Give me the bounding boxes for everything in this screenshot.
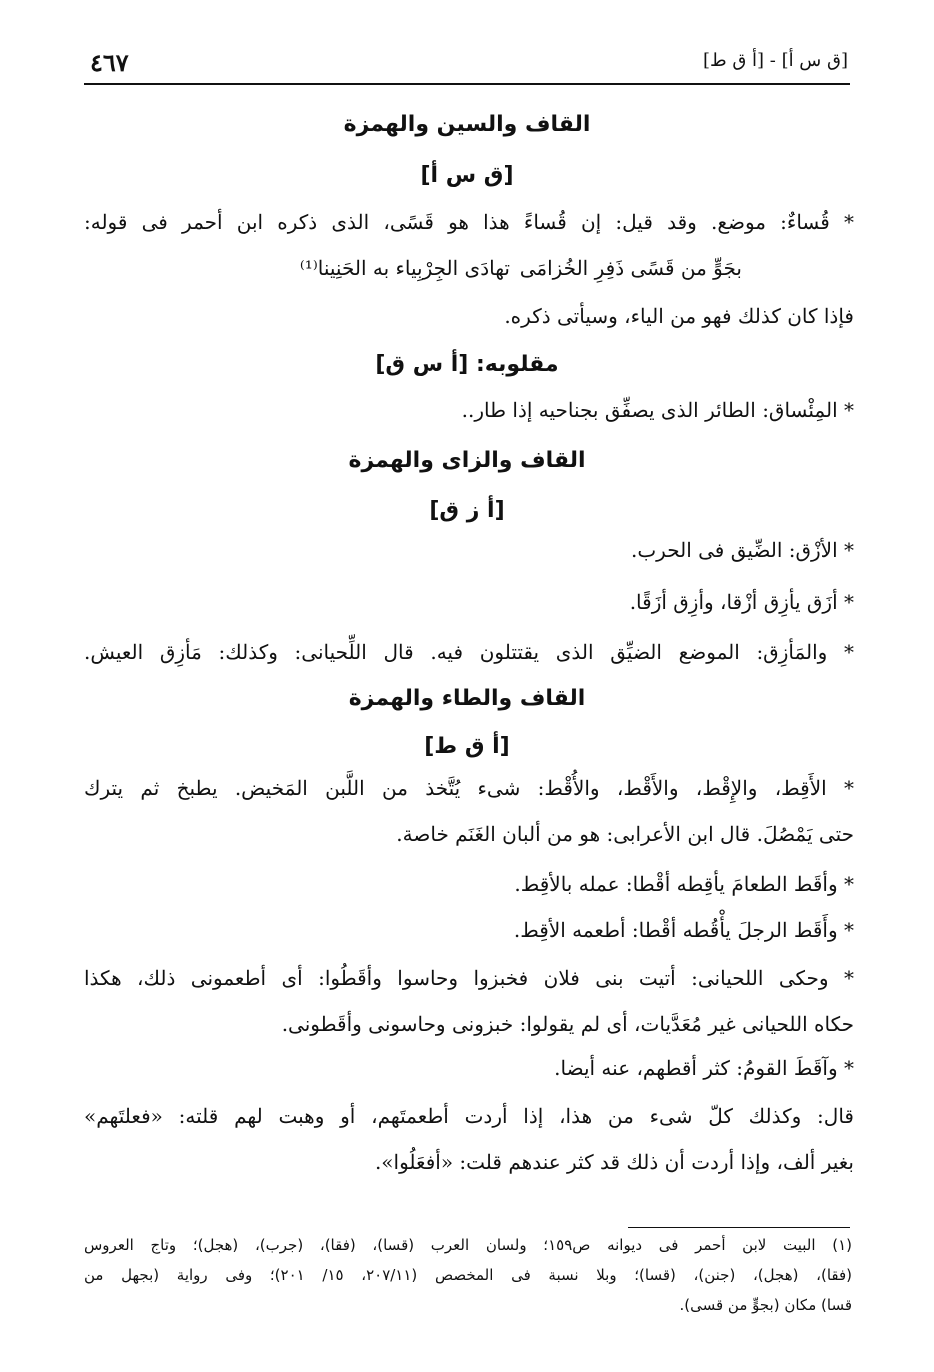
entry-azaqa-verb: * أزَق يأزِق أزْقا، وأزِق أزَقًا. — [629, 590, 854, 614]
root-heading-qsa: [ق س أ] — [420, 163, 514, 188]
page-header — [84, 42, 850, 82]
section-heading-qaf-sin-hamza: القاف والسين والهمزة — [343, 112, 591, 137]
root-reference: [ق س أ] - [أ ق ط] — [702, 50, 848, 71]
entry-misaq: * المِئْساق: الطائر الذى يصفِّق بجناحيه إذا طار.. — [461, 398, 854, 422]
header-divider — [84, 83, 850, 85]
entry-azq: * الأزْق: الضِّيق فى الحرب. — [630, 538, 854, 562]
footnote-divider — [628, 1227, 850, 1228]
entry-qusa-line1: * قُساءٌ: موضع. وقد قيل: إن قُساءً هذا هو قَسًى، الذى ذكره ابن أحمر فى قوله: — [84, 210, 854, 234]
entry-aaqata-qawm: * وآقَطَ القومُ: كثر أقطهم، عنه أيضا. — [554, 1056, 854, 1080]
section-heading-qaf-ta-hamza: القاف والطاء والهمزة — [348, 686, 586, 711]
verse-first-hemistich: بجَوٍّ من قَسًى ذَفِرِ الخُزامَى — [519, 256, 742, 280]
page-number: ٤٦٧ — [90, 48, 129, 77]
root-heading-aqt: [أ ق ط] — [424, 734, 510, 759]
entry-qala-line2: بغير ألف، وإذا أردت أن ذلك قد كثر عندهم قلت: «أفعَلُوا». — [374, 1150, 854, 1174]
entry-qusa-line2: فإذا كان كذلك فهو من الياء، وسيأتى ذكره. — [504, 304, 854, 328]
footnote-line3: قسا) مكان (بجوٍّ من قسى). — [679, 1296, 852, 1314]
entry-qala-line1: قال: وكذلك كلّ شىء من هذا، إذا أردت أطعمتَهم، أو وهبت لهم قلته: «فعلتَهم» — [84, 1104, 854, 1128]
root-heading-azq: [أ ز ق] — [429, 498, 505, 523]
entry-aqata-man: * وأَقَط الرجلَ يأْقُطه أقْطا: أطعمه الأقِط. — [513, 918, 854, 942]
verse-second-hemistich: تهادَى الجِرْبِياء به الحَنِينا⁽¹⁾ — [299, 256, 510, 280]
section-heading-qaf-zay-hamza: القاف والزاى والهمزة — [348, 448, 586, 473]
entry-aqit-line2: حتى يَمْصُلَ. قال ابن الأعرابى: هو من ألبان الغَنَم خاصة. — [396, 822, 854, 846]
entry-maziq: * والمَأزِق: الموضع الضيِّق الذى يقتتلون فيه. قال اللِّحيانى: وكذلك: مَأزِق العيش. — [84, 640, 854, 664]
entry-aqata-food: * وأقَط الطعامَ يأقِطه أقْطا: عمله بالأقِط. — [514, 872, 854, 896]
entry-lihyani-line1: * وحكى اللحيانى: أتيت بنى فلان فخبزوا وحاسوا وأقَطُوا: أى أطعمونى ذلك، هكذا — [84, 966, 854, 990]
footnote-line2: (فقا)، (هجل)، (جنن)، (قسا)؛ وبلا نسبة فى المخصص (٢٠٧/١١، ١٥/ ٢٠١)؛ وفى رواية (بجهل من — [84, 1266, 853, 1284]
entry-lihyani-line2: حكاه اللحيانى غير مُعَدَّيات، أى لم يقولوا: خبزونى وحاسونى وأقَطونى. — [281, 1012, 854, 1036]
inverse-heading-asq: مقلوبه: [أ س ق] — [375, 352, 559, 377]
footnote-line1: (١) البيت لابن أحمر فى ديوانه ص١٥٩؛ ولسان العرب (قسا)، (فقا)، (جرب)، (هجل)؛ وتاج العروس — [84, 1236, 852, 1254]
entry-aqit-line1: * الأَقِط، والإِقْط، والأَقْط، والأُقْط: شىء يُتَّخذ من اللَّبن المَخيض. يطبخ ثم يترك — [84, 776, 854, 800]
